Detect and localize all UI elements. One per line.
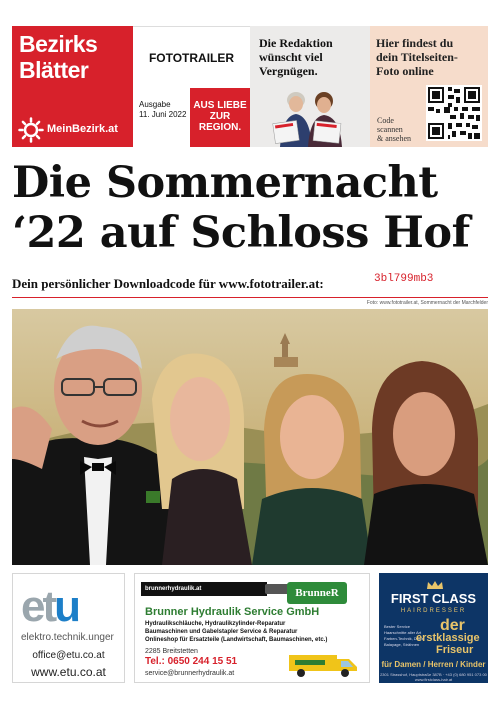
redaktion-line-2: wünscht viel [259, 50, 323, 64]
brunner-title: Brunner Hydraulik Service GmbH [145, 606, 320, 618]
firstclass-title: FIRST CLASS [390, 591, 477, 606]
firstclass-service-2: Haarschnitte aller Art [384, 630, 422, 635]
issue-date: 11. Juni 2022 [139, 110, 187, 119]
download-code-value[interactable]: 3bl799mb3 [374, 273, 434, 285]
crown-icon [426, 580, 444, 590]
firstclass-service-1: Bester Service [384, 624, 411, 629]
qr-hint-line-1: Code [377, 116, 394, 125]
region-slogan-line-1: AUS LIEBE [193, 100, 247, 111]
redaktion-line-3: Vergnügen. [259, 64, 318, 78]
qr-title-line-2: dein Titelseiten- [376, 50, 458, 64]
etu-logo-e: e [21, 582, 43, 631]
brunner-line-1: Hydraulikschläuche, Hydraulikzylinder-Reparatur [145, 621, 286, 627]
bezirksblaetter-logo[interactable] [12, 26, 133, 147]
qr-box [370, 26, 488, 147]
etu-logo-u: u [54, 582, 79, 631]
qr-title [376, 36, 458, 78]
etu-subtitle: elektro.technik.unger [21, 632, 114, 643]
redaktion-line-1: Die Redaktion [259, 36, 333, 50]
logo-site-url: MeinBezirk.at [47, 123, 118, 135]
page-title-line-1: Die Sommernacht [12, 158, 438, 208]
brunner-email[interactable]: service@brunnerhydraulik.at [145, 670, 235, 677]
issue-label: Ausgabe [139, 100, 171, 109]
firstclass-slogan-der: der [440, 617, 465, 634]
region-slogan-line-3: REGION. [198, 122, 242, 133]
qr-code-icon[interactable] [426, 85, 482, 141]
group-photo [12, 309, 488, 565]
van-icon [285, 647, 361, 679]
firstclass-subtitle: HAIRDRESSER [400, 608, 467, 614]
brunner-line-2: Baumaschinen und Gabelstapler Service & Reparatur [145, 629, 298, 635]
qr-hint-line-2: scannen [377, 125, 403, 134]
region-slogan-box [190, 88, 250, 147]
firstclass-audience: für Damen / Herren / Kinder [381, 660, 486, 669]
brunner-phone[interactable]: Tel.: 0650 244 15 51 [145, 656, 238, 667]
logo-line-2: Blätter [19, 57, 89, 83]
download-code-label: Dein persönlicher Downloadcode für www.fototrailer.at: [12, 276, 324, 291]
brunner-city: 2285 Breitstetten [145, 648, 198, 655]
logo-line-1: Bezirks [19, 31, 98, 57]
qr-title-line-3: Foto online [376, 64, 434, 78]
firstclass-slogan-erstklassige: erstklassige [416, 632, 480, 644]
brunner-logo-text: BrunneR [295, 587, 339, 599]
fototrailer-label: FOTOTRAILER [148, 51, 235, 65]
etu-email[interactable]: office@etu.co.at [32, 650, 105, 661]
fototrailer-box [133, 26, 250, 88]
issue-box [133, 88, 190, 147]
firstclass-service-4: Balayage, Strähnen [384, 642, 420, 647]
qr-hint-line-3: & ansehen [377, 134, 411, 143]
qr-title-line-1: Hier findest du [376, 36, 454, 50]
etu-logo-t: t [42, 582, 55, 631]
brunner-logo [287, 582, 347, 604]
ad-etu[interactable] [12, 573, 125, 683]
firstclass-address: 2301 Strasshof, Hauptstraße 387B · +43 (0) 680 951 073 00 [380, 672, 487, 677]
etu-website[interactable]: www.etu.co.at [31, 665, 106, 679]
photo-credit: Foto: www.fototrailer.at, Sommernacht der Marchfelder [366, 300, 488, 306]
redaktion-box [250, 26, 370, 147]
ad-brunner[interactable] [134, 573, 370, 683]
page-title-line-2: ‘22 auf Schloss Hof [12, 208, 470, 258]
firstclass-slogan-friseur: Friseur [436, 644, 474, 656]
qr-hint [377, 116, 411, 143]
ad-firstclass[interactable] [379, 573, 488, 683]
firstclass-service-3: Farben-Technik, Dolce [384, 636, 425, 641]
red-divider [12, 297, 488, 298]
region-slogan-line-2: ZUR [209, 111, 231, 122]
brunner-line-3: Onlineshop für Ersatzteile (Landwirtschaft, Baumaschinen, etc.) [145, 637, 328, 643]
brunner-stripe-url: brunnerhydraulik.at [145, 586, 202, 592]
sun-logo-icon [18, 117, 44, 143]
redaktion-message [259, 36, 333, 78]
page-title [12, 158, 492, 258]
etu-logo [21, 584, 78, 630]
redaktion-photo [262, 84, 362, 147]
firstclass-website[interactable]: www.firstclass-hair.at [414, 677, 453, 682]
